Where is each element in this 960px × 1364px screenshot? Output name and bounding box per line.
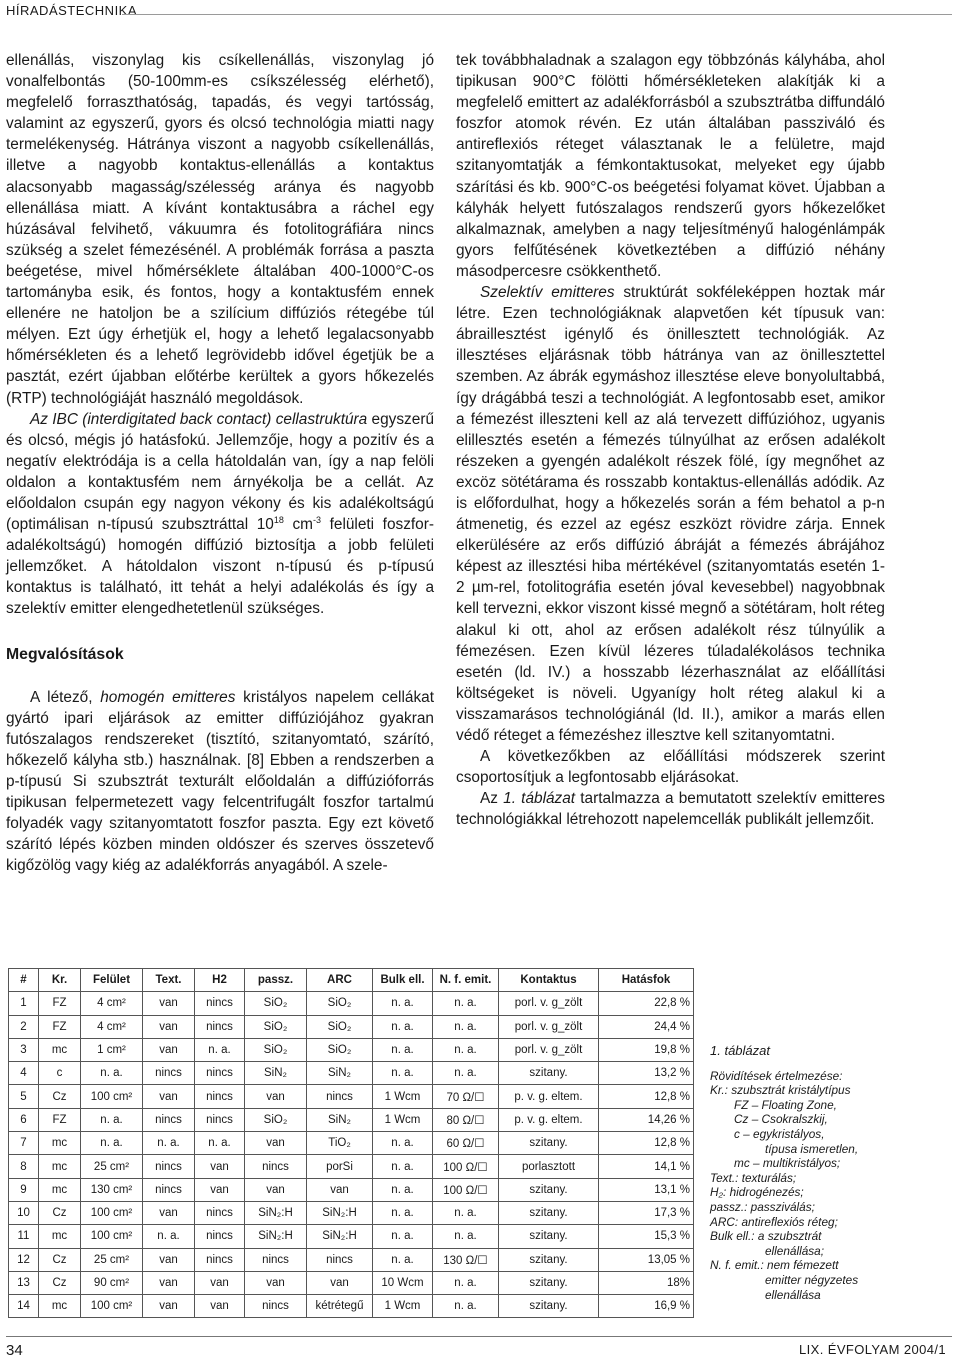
table-cell: SiO₂	[307, 1038, 373, 1061]
table-cell: porl. v. g_zölt	[499, 1038, 599, 1061]
paragraph: tek továbbhaladnak a szalagon egy többzónás kályhába, ahol tipikusan 900°C fölötti hőmérsékleteken alakítják ki a megfelelő emittert az adalékforrásból a szubsztrátba diffundáló foszfor atomok révén. Ez után általában passziváló és antireflexiós réteget választanak le a felületre, majd szitanyomtatják a fémkontaktusokat, melyeket egy újabb szárítási és kb. 900°C-os beégetési folyamat követ. Újabban a kályhák helyett futószalagos rendszerű gyors hőkezelőket alkalmaznak, amelyben a nagy teljesítményű halogénlámpák gyors felfűtésének következtében a diffúzió néhány másodpercesre csökkenthető.	[456, 52, 885, 280]
table-cell: nincs	[245, 1295, 307, 1318]
legend-line: Bulk ell.: a szubsztrát	[710, 1229, 822, 1244]
paragraph: ellenállás, viszonylag kis csíkellenállás, viszonylag jó vonalfelbontás (50-100mm-es csíkszélesség elérhető), megfelelő forraszthatóság, tapadás, és vegyi tartósság, valamint az egyszerű, gyors és olcsó technológia miatti nagy termelékenység. Hátránya viszont a nagyobb csíkellenállás, illetve a nagyobb kontaktus-ellenállás a kontaktus alacsonyabb magasság/szélesség aránya és nagyobb ellenállása miatt. A kívánt kontaktusábra a rácheI egy húzásával felvihető, vákuumra és fotolitográfiára nincs szükség a szelet fémezésénél. A problémák forrása a paszta beégetése, mivel hőmérséklete általában 400-1000°C-os tartományba esik, és fontos, hogy a kontaktusfém ennek ellenére ne hatoljon be a szilícium diffúziós rétegébe túl mélyen. Ezt úgy érhetjük el, hogy a lehető legalacsonyabb hőmérsékleten és a lehető legrövidebb idővel égetjük be a pasztát, ezért újabban előtérbe kerültek a gyors hőkezelés (RTP) technológiáját használó megoldások.	[6, 52, 434, 407]
table-header-cell: H2	[195, 969, 245, 992]
table-cell: SiN₂:H	[245, 1225, 307, 1248]
legend-line: Text.: texturálás;	[710, 1170, 797, 1185]
table-cell: van	[245, 1178, 307, 1201]
table-cell: van	[245, 1271, 307, 1294]
table-cell: szitany.	[499, 1062, 599, 1085]
table-cell: 12,8 %	[599, 1132, 694, 1155]
table-cell: 1 Wcm	[373, 1085, 433, 1108]
table-cell: nincs	[195, 1062, 245, 1085]
table-cell: szitany.	[499, 1178, 599, 1201]
page-number: 34	[6, 1342, 23, 1359]
results-table	[8, 968, 694, 1318]
table-row	[9, 1155, 694, 1178]
table-cell: 9	[9, 1178, 39, 1201]
table-cell: n. a.	[195, 1038, 245, 1061]
table-cell: 1	[9, 992, 39, 1015]
legend-line: típusa ismeretlen,	[765, 1141, 859, 1156]
paragraph: Az IBC (interdigitated back contact) cellastruktúra egyszerű és olcsó, mégis jó hatásfokú. Jellemzője, hogy a pozitív és a negatív elektródája is a cella hátoldalán van, így a nap felöli oldalon a kontaktusfém nem árnyékolja be a cellát. Az előoldalon csupán egy nagyon vékony és kis adalékoltságú (optimálisan n-típusú szubsztráttal $10^{18}$ $cm^{-3}$ felületi foszfor-adalékoltságú) homogén diffúzió biztosítja a jobb felületi jellemzőket. A hátoldalon viszont n-típusú és p-típusú kontaktus is található, itt tehát a helyi adalékolás és így a szelektív emitter elengedhetetlenül szükséges.	[6, 410, 434, 618]
table-cell: n. a.	[195, 1132, 245, 1155]
table-header-cell: #	[9, 969, 39, 992]
table-row	[9, 1132, 694, 1155]
legend-line: Cz – Csokralszkij,	[734, 1112, 828, 1127]
table-cell: 8	[9, 1155, 39, 1178]
table-cell: Cz	[39, 1201, 81, 1224]
table-cell: szitany.	[499, 1248, 599, 1271]
table-cell: 130 Ω/☐	[433, 1248, 499, 1271]
table-cell: van	[195, 1295, 245, 1318]
table-cell: n. a.	[81, 1108, 143, 1131]
table-cell: 16,9 %	[599, 1295, 694, 1318]
table-cell: SiN₂	[307, 1108, 373, 1131]
table-cell: n. a.	[433, 992, 499, 1015]
table-cell: n. a.	[373, 1062, 433, 1085]
table-header-cell: Hatásfok	[599, 969, 694, 992]
table-cell: nincs	[245, 1155, 307, 1178]
table-cell: n. a.	[433, 1295, 499, 1318]
volume-label: LIX. ÉVFOLYAM 2004/1	[799, 1342, 946, 1357]
table-cell: 70 Ω/☐	[433, 1085, 499, 1108]
table-cell: nincs	[143, 1108, 195, 1131]
table-cell: porlasztott	[499, 1155, 599, 1178]
table-cell: Cz	[39, 1248, 81, 1271]
table-row	[9, 1201, 694, 1224]
table-row	[9, 1248, 694, 1271]
table-cell: n. a.	[433, 1038, 499, 1061]
legend-line: Kr.: szubsztrát kristálytípus	[710, 1083, 851, 1098]
table-cell: SiO₂	[245, 1108, 307, 1131]
table-cell: n. a.	[373, 1038, 433, 1061]
table-cell: n. a.	[433, 1201, 499, 1224]
table-cell: FZ	[39, 1015, 81, 1038]
page-footer	[0, 1328, 960, 1364]
table-header-cell: Felület	[81, 969, 143, 992]
table-cell: van	[143, 992, 195, 1015]
table-cell: 18%	[599, 1271, 694, 1294]
table-cell: szitany.	[499, 1201, 599, 1224]
table-cell: mc	[39, 1038, 81, 1061]
table-cell: 25 cm²	[81, 1248, 143, 1271]
table-cell: van	[245, 1132, 307, 1155]
table-cell: mc	[39, 1178, 81, 1201]
table-cell: nincs	[307, 1248, 373, 1271]
paragraph: Szelektív emitteres struktúrát sokféleképpen hoztak már létre. Ezen technológiáknak alapvetően két típusuk van: ábraillesztést igénylő és önillesztett technológiák. Az illesztéses eljárásnak több hátránya van az önillesztettel szemben. Az ábrák egymáshoz illesztése eleve bonyolultabbá, így drágábbá teszi a technológiát. A legfontosabb eset, amikor a fémezést illeszteni kell az alá tervezett diffúzióhoz, ugyanis elillesztés esetén a fémezés túlnyúlhat az erősen adalékolt részeken a gyengén adalékolt részek fölé, így megnőhet az excöz sötétárama és rosszabb kontaktus-ellenállás adódik. Az is előfordulhat, hogy a hőkezelés során a fém behatol a p-n átmenetig, és ezzel az egész eszközt rövidre zárja. Ennek elkerülésére az erős diffúzió ábráját a fémezés ábrájához képest az illesztési hiba mértékével (szitanyomtatás esetén 1-2 µm-rel, fotolitográfia esetén jóval kevesebbel) nagyobbnak kell tervezni, ekkor viszont kissé megnő a sötétáram, holt réteg alakul ki ott, ahol az erősen adalékolt rész túlnyúlik a fémezésen. Ezen kívül lézeres túladalékolásos technika esetén (ld. IV.) a hosszabb lézerhasználat az előállítási költségeket is növeli. Ugyanígy holt réteg alakul ki a visszamarásos technológiánál (ld. II.), amikor a marás ellen védő réteget a fémezéshez illesztve kell szitanyomtatni.	[456, 284, 885, 744]
table-header-cell: N. f. emit.	[433, 969, 499, 992]
table-cell: SiO₂	[245, 1038, 307, 1061]
table-cell: n. a.	[433, 1015, 499, 1038]
table-cell: 80 Ω/☐	[433, 1108, 499, 1131]
table-cell: 5	[9, 1085, 39, 1108]
table-cell: n. a.	[373, 1155, 433, 1178]
table-cell: SiO₂	[245, 992, 307, 1015]
table-cell: szitany.	[499, 1271, 599, 1294]
table-cell: van	[143, 1015, 195, 1038]
footer-rule	[6, 1336, 952, 1337]
table-cell: 10	[9, 1201, 39, 1224]
table-cell: p. v. g. eltem.	[499, 1108, 599, 1131]
table-cell: szitany.	[499, 1132, 599, 1155]
legend-line: passz.: passziválás;	[710, 1199, 815, 1214]
table-cell: 130 cm²	[81, 1178, 143, 1201]
table-cell: SiN₂	[307, 1062, 373, 1085]
legend-line: ellenállása	[765, 1287, 821, 1302]
table-cell: 13,1 %	[599, 1178, 694, 1201]
table-cell: nincs	[143, 1178, 195, 1201]
table-cell: n. a.	[373, 1248, 433, 1271]
running-header	[0, 0, 960, 24]
legend-line: mc – multikristályos;	[734, 1156, 841, 1171]
table-cell: van	[195, 1155, 245, 1178]
table-cell: n. a.	[81, 1062, 143, 1085]
table-cell: 6	[9, 1108, 39, 1131]
table-header-row	[9, 969, 694, 992]
table-cell: porSi	[307, 1155, 373, 1178]
legend-title: Rövidítések értelmezése:	[710, 1068, 843, 1083]
table-header-cell: Bulk ell.	[373, 969, 433, 992]
table-cell: n. a.	[373, 1225, 433, 1248]
table-cell: kétrétegű	[307, 1295, 373, 1318]
table-cell: 14,1 %	[599, 1155, 694, 1178]
table-cell: n. a.	[373, 1015, 433, 1038]
table-cell: Cz	[39, 1085, 81, 1108]
table-cell: 13,05 %	[599, 1248, 694, 1271]
table-cell: n. a.	[143, 1225, 195, 1248]
header-rule	[122, 14, 952, 15]
table-cell: SiN₂:H	[307, 1201, 373, 1224]
table-header-cell: ARC	[307, 969, 373, 992]
table-header-cell: Kontaktus	[499, 969, 599, 992]
table-cell: TiO₂	[307, 1132, 373, 1155]
table-cell: 60 Ω/☐	[433, 1132, 499, 1155]
table-cell: Cz	[39, 1271, 81, 1294]
table-cell: n. a.	[81, 1132, 143, 1155]
table-cell: 100 Ω/☐	[433, 1178, 499, 1201]
table-cell: 13	[9, 1271, 39, 1294]
table-cell: n. a.	[433, 1225, 499, 1248]
table-cell: SiO₂	[307, 1015, 373, 1038]
table-cell: van	[143, 1248, 195, 1271]
table-header-cell: Kr.	[39, 969, 81, 992]
table-cell: van	[195, 1271, 245, 1294]
table-row	[9, 1015, 694, 1038]
table-cell: van	[307, 1271, 373, 1294]
legend-line: FZ – Floating Zone,	[734, 1097, 837, 1112]
paragraph: Az 1. táblázat tartalmazza a bemutatott szelektív emitteres technológiákkal létrehozott napelemcellák publikált jellemzőit.	[456, 790, 885, 829]
table-cell: 7	[9, 1132, 39, 1155]
table-row	[9, 1062, 694, 1085]
table-cell: SiO₂	[307, 992, 373, 1015]
table-cell: 4 cm²	[81, 1015, 143, 1038]
table-cell: porl. v. g_zölt	[499, 1015, 599, 1038]
table-caption: 1. táblázat	[710, 1043, 770, 1058]
table-cell: nincs	[195, 1015, 245, 1038]
table-row	[9, 1295, 694, 1318]
table-cell: 100 cm²	[81, 1201, 143, 1224]
table-cell: nincs	[143, 1062, 195, 1085]
table-legend	[710, 1044, 910, 1302]
table-header-cell: passz.	[245, 969, 307, 992]
table-cell: n. a.	[373, 1178, 433, 1201]
table-cell: mc	[39, 1132, 81, 1155]
table-row	[9, 1225, 694, 1248]
table-cell: 25 cm²	[81, 1155, 143, 1178]
legend-line: ellenállása;	[765, 1243, 825, 1258]
table-cell: n. a.	[373, 992, 433, 1015]
table-row	[9, 1178, 694, 1201]
table-cell: FZ	[39, 1108, 81, 1131]
table-cell: nincs	[307, 1085, 373, 1108]
table-cell: 1 cm²	[81, 1038, 143, 1061]
table-cell: van	[143, 1201, 195, 1224]
table-cell: 100 cm²	[81, 1085, 143, 1108]
table-cell: n. a.	[373, 1132, 433, 1155]
table-cell: 3	[9, 1038, 39, 1061]
table-cell: SiN₂	[245, 1062, 307, 1085]
table-cell: 13,2 %	[599, 1062, 694, 1085]
journal-title: HÍRADÁSTECHNIKA	[6, 3, 138, 18]
table-cell: mc	[39, 1295, 81, 1318]
table-cell: nincs	[195, 992, 245, 1015]
table-cell: SiN₂:H	[307, 1225, 373, 1248]
table-cell: van	[245, 1085, 307, 1108]
paragraph: A létező, homogén emitteres kristályos napelem cellákat gyártó ipari eljárások az emitter diffúziójához gyakran futószalagos rendszereket (tisztító, szitanyomtató, szárító, hőkezelő kályha stb.) használnak. [8] Ebben a rendszerben a p-típusú Si szubsztrát texturált előoldalán a diffúzióforrás tipikusan felpermetezett vagy felcentrifugált foszfor tartalmú folyadék vagy szitanyomtatott foszfor paszta. Egy ezt követő szárító lépés közben minden oldószer és szerves összetevő kigőzölög vagy kiég az adalékforrás anyagából. A szele-	[6, 688, 434, 875]
legend-line: c – egykristályos,	[734, 1126, 825, 1141]
table-cell: SiN₂:H	[245, 1201, 307, 1224]
table-cell: mc	[39, 1155, 81, 1178]
table-cell: 17,3 %	[599, 1201, 694, 1224]
paragraph: A következőkben az előállítási módszerek szerint csoportosítjuk a legfontosabb eljárásokat.	[456, 748, 885, 787]
table-cell: szitany.	[499, 1225, 599, 1248]
table-cell: van	[143, 1038, 195, 1061]
table-cell: 4	[9, 1062, 39, 1085]
table-cell: SiO₂	[245, 1015, 307, 1038]
table-row	[9, 1038, 694, 1061]
table-cell: van	[195, 1178, 245, 1201]
table-cell: 10 Wcm	[373, 1271, 433, 1294]
table-body	[9, 992, 694, 1318]
table-cell: 12	[9, 1248, 39, 1271]
table-cell: 100 cm²	[81, 1295, 143, 1318]
table-cell: 12,8 %	[599, 1085, 694, 1108]
table-cell: van	[143, 1085, 195, 1108]
table-row	[9, 1271, 694, 1294]
table-cell: n. a.	[433, 1062, 499, 1085]
table-cell: van	[143, 1271, 195, 1294]
table-cell: van	[143, 1295, 195, 1318]
table-row	[9, 1085, 694, 1108]
table-cell: FZ	[39, 992, 81, 1015]
table-cell: porl. v. g_zölt	[499, 992, 599, 1015]
table-cell: 1 Wcm	[373, 1295, 433, 1318]
table-cell: nincs	[195, 1248, 245, 1271]
table-cell: 14	[9, 1295, 39, 1318]
table-cell: nincs	[195, 1201, 245, 1224]
table-cell: mc	[39, 1225, 81, 1248]
table-row	[9, 1108, 694, 1131]
table-cell: nincs	[195, 1108, 245, 1131]
right-column	[456, 50, 885, 830]
table-cell: 2	[9, 1015, 39, 1038]
table-cell: 1 Wcm	[373, 1108, 433, 1131]
table-cell: nincs	[245, 1248, 307, 1271]
legend-line: ARC: antireflexiós réteg;	[710, 1214, 838, 1229]
table-cell: 19,8 %	[599, 1038, 694, 1061]
table-cell: 24,4 %	[599, 1015, 694, 1038]
table-cell: szitany.	[499, 1295, 599, 1318]
table-cell: 22,8 %	[599, 992, 694, 1015]
table-cell: 11	[9, 1225, 39, 1248]
table-cell: 4 cm²	[81, 992, 143, 1015]
table-cell: n. a.	[143, 1132, 195, 1155]
table-cell: c	[39, 1062, 81, 1085]
table-cell: 100 Ω/☐	[433, 1155, 499, 1178]
table-cell: n. a.	[433, 1271, 499, 1294]
legend-line: H₂: hidrogénezés;	[710, 1185, 804, 1200]
table-cell: 14,26 %	[599, 1108, 694, 1131]
legend-line: N. f. emit.: nem fémezett	[710, 1258, 839, 1273]
table-cell: van	[307, 1178, 373, 1201]
left-column	[6, 50, 434, 876]
table-cell: 90 cm²	[81, 1271, 143, 1294]
table-row	[9, 992, 694, 1015]
legend-line: emitter négyzetes	[765, 1272, 859, 1287]
table-header-cell: Text.	[143, 969, 195, 992]
table-cell: n. a.	[373, 1201, 433, 1224]
table-cell: 100 cm²	[81, 1225, 143, 1248]
table-cell: nincs	[195, 1225, 245, 1248]
section-heading: Megvalósítások	[6, 645, 124, 663]
table-cell: nincs	[195, 1085, 245, 1108]
table-cell: nincs	[143, 1155, 195, 1178]
table-cell: p. v. g. eltem.	[499, 1085, 599, 1108]
table-cell: 15,3 %	[599, 1225, 694, 1248]
